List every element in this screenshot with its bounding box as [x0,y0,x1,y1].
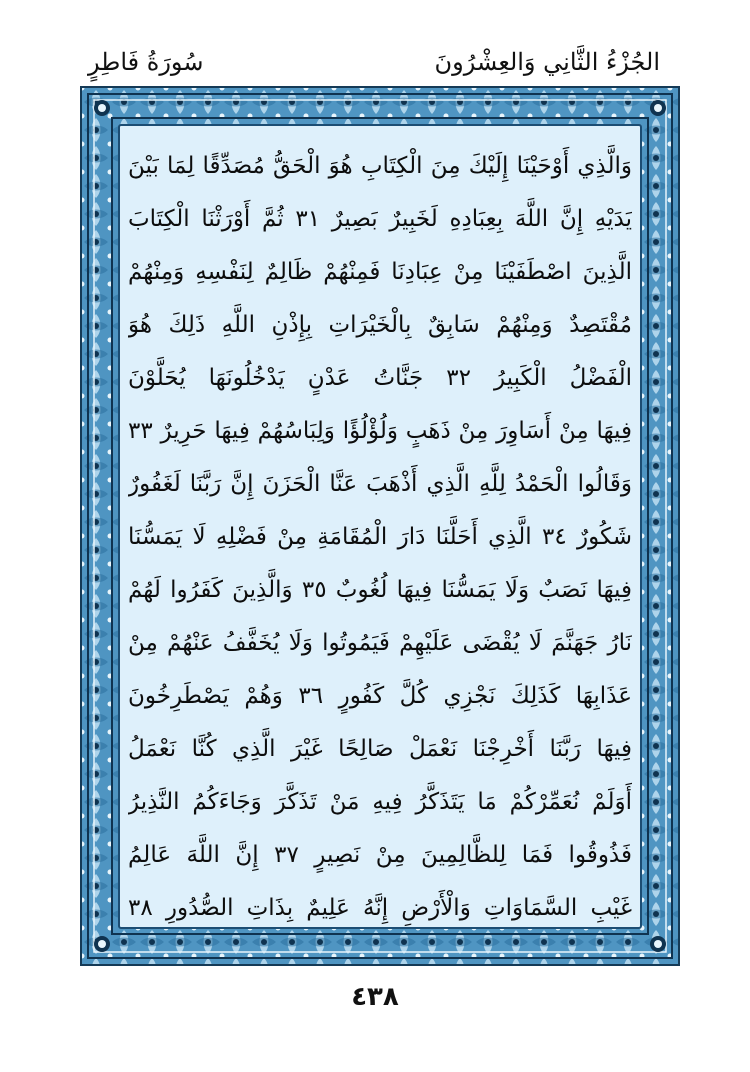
verse-line: أَوَلَمْ نُعَمِّرْكُمْ مَا يَتَذَكَّرُ فِيهِ مَنْ تَذَكَّرَ وَجَاءَكُمُ النَّذِيرُ [128,789,632,815]
page-number: ٤٣٨ [351,982,399,1012]
verse-line: فِيهَا رَبَّنَا أَخْرِجْنَا نَعْمَلْ صَالِحًا غَيْرَ الَّذِي كُنَّا نَعْمَلُ [128,736,632,762]
verse-line: الْفَضْلُ الْكَبِيرُ ٣٢ جَنَّاتُ عَدْنٍ يَدْخُلُونَهَا يُحَلَّوْنَ [128,365,632,391]
verse-line: نَارُ جَهَنَّمَ لَا يُقْضَى عَلَيْهِمْ فَيَمُوتُوا وَلَا يُخَفَّفُ عَنْهُمْ مِنْ [128,630,632,656]
verse-line: شَكُورٌ ٣٤ الَّذِي أَحَلَّنَا دَارَ الْمُقَامَةِ مِنْ فَضْلِهِ لَا يَمَسُّنَا [128,524,632,550]
verse-line: فِيهَا نَصَبٌ وَلَا يَمَسُّنَا فِيهَا لُغُوبٌ ٣٥ وَالَّذِينَ كَفَرُوا لَهُمْ [128,577,632,603]
verse-line: عَذَابِهَا كَذَلِكَ نَجْزِي كُلَّ كَفُورٍ ٣٦ وَهُمْ يَصْطَرِخُونَ [128,683,632,709]
verse-line: يَدَيْهِ إِنَّ اللَّهَ بِعِبَادِهِ لَخَبِيرٌ بَصِيرٌ ٣١ ثُمَّ أَوْرَثْنَا الْكِتَابَ [128,206,632,232]
verse-line: غَيْبِ السَّمَاوَاتِ وَالْأَرْضِ إِنَّهُ عَلِيمٌ بِذَاتِ الصُّدُورِ ٣٨ [128,895,632,921]
verse-line: الَّذِينَ اصْطَفَيْنَا مِنْ عِبَادِنَا فَمِنْهُمْ ظَالِمٌ لِنَفْسِهِ وَمِنْهُمْ [128,259,632,285]
verse-line: وَقَالُوا الْحَمْدُ لِلَّهِ الَّذِي أَذْهَبَ عَنَّا الْحَزَنَ إِنَّ رَبَّنَا لَغَفُورٌ [128,471,632,497]
juz-title: الجُزْءُ الثَّانِي وَالعِشْرُونَ [434,48,660,76]
surah-title: سُورَةُ فَاطِرٍ [88,48,204,76]
verse-line: وَالَّذِي أَوْحَيْنَا إِلَيْكَ مِنَ الْكِتَابِ هُوَ الْحَقُّ مُصَدِّقًا لِمَا بَيْنَ [128,153,632,179]
page-header [0,48,750,82]
verse-line: فِيهَا مِنْ أَسَاوِرَ مِنْ ذَهَبٍ وَلُؤْلُؤًا وَلِبَاسُهُمْ فِيهَا حَرِيرٌ ٣٣ [128,418,632,444]
verse-line: فَذُوقُوا فَمَا لِلظَّالِمِينَ مِنْ نَصِيرٍ ٣٧ إِنَّ اللَّهَ عَالِمُ [128,842,632,868]
verse-line: مُقْتَصِدٌ وَمِنْهُمْ سَابِقٌ بِالْخَيْرَاتِ بِإِذْنِ اللَّهِ ذَلِكَ هُوَ [128,312,632,338]
